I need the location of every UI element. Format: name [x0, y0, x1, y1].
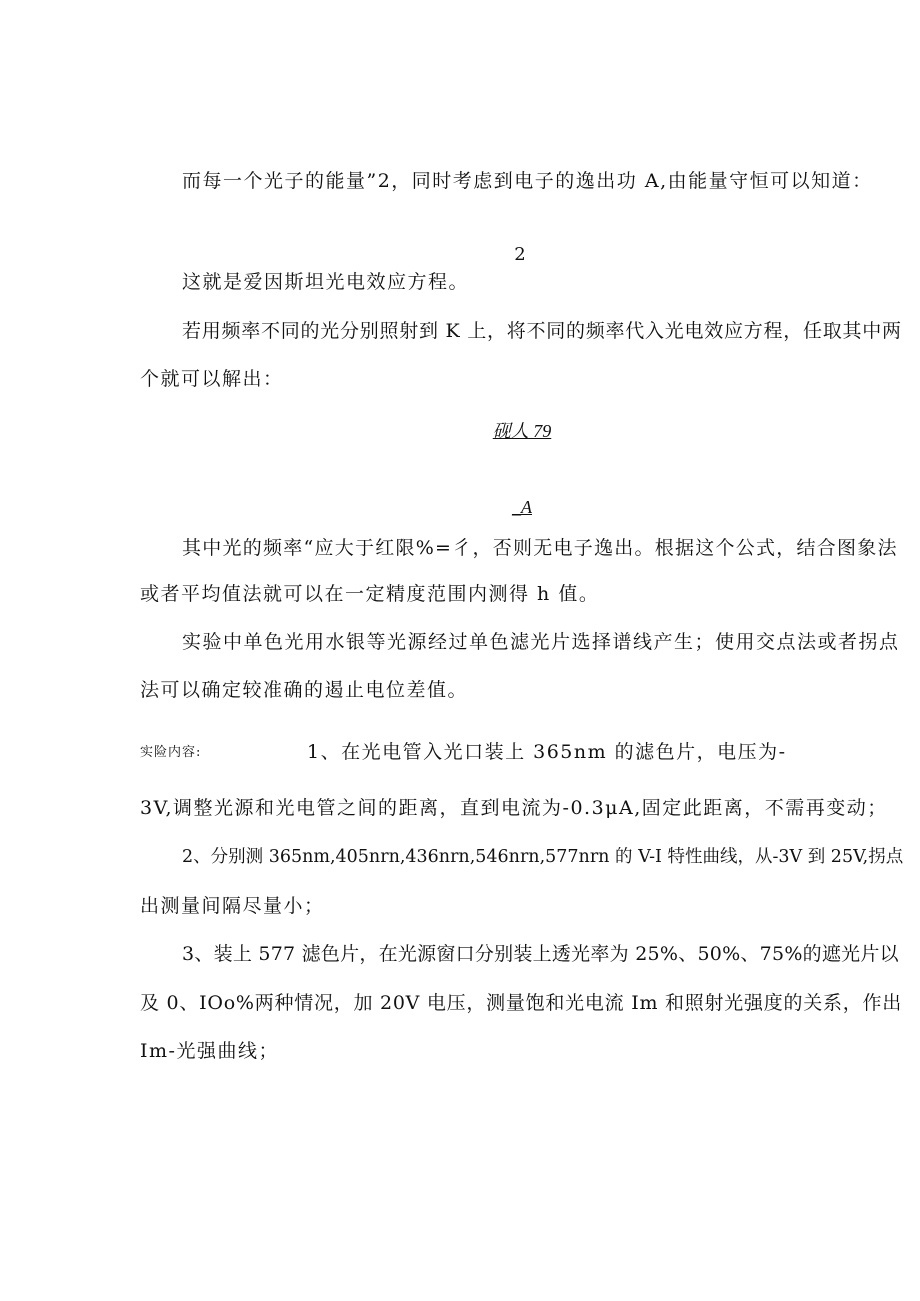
paragraph-light-source-line1: 实验中单色光用水银等光源经过单色滤光片选择谱线产生；使用交点法或者拐点 — [182, 631, 900, 653]
experiment-content-label: 实险内容: — [140, 745, 202, 760]
paragraph-red-limit-line2: 或者平均值法就可以在一定精度范围内测得 h 值。 — [140, 583, 600, 605]
formula-h: 砚人 79 — [492, 421, 552, 441]
paragraph-frequency-line1: 若用频率不同的光分别照射到 K 上，将不同的频率代入光电效应方程，任取其中两 — [182, 320, 902, 342]
paragraph-frequency-line2: 个就可以解出： — [140, 368, 284, 390]
experiment-item1-line2: 3V,调整光源和光电管之间的距离，直到电流为-0.3μA,固定此距离，不需再变动； — [140, 797, 888, 819]
paragraph-photon-energy: 而每一个光子的能量”2，同时考虑到电子的逸出功 A,由能量守恒可以知道： — [182, 170, 873, 192]
formula-a: _A — [512, 497, 532, 517]
experiment-item3-line1: 3、装上 577 滤色片，在光源窗口分别装上透光率为 25%、50%、75%的遮光片以 — [182, 943, 899, 965]
experiment-item1-line1: 1、在光电管入光口装上 365nm 的滤色片，电压为- — [307, 741, 787, 763]
experiment-item2-line2: 出测量间隔尽量小； — [140, 895, 325, 917]
experiment-item3-line2: 及 0、IOo%两种情况，加 20V 电压，测量饱和光电流 Im 和照射光强度的关系，作出 — [140, 992, 903, 1014]
paragraph-light-source-line2: 法可以确定较准确的遏止电位差值。 — [140, 679, 469, 701]
experiment-item3-line3: Im-光强曲线； — [140, 1040, 279, 1062]
experiment-item2-line1: 2、分别测 365nm,405nrn,436nrn,546nrn,577nrn 的 V-I 特性曲线，从-3V 到 25V,拐点 — [182, 847, 904, 867]
equation-number: 2 — [514, 244, 526, 265]
paragraph-einstein-equation: 这就是爱因斯坦光电效应方程。 — [182, 271, 470, 293]
paragraph-red-limit-line1: 其中光的频率“应大于红限%=彳，否则无电子逸出。根据这个公式，结合图象法 — [182, 537, 898, 559]
